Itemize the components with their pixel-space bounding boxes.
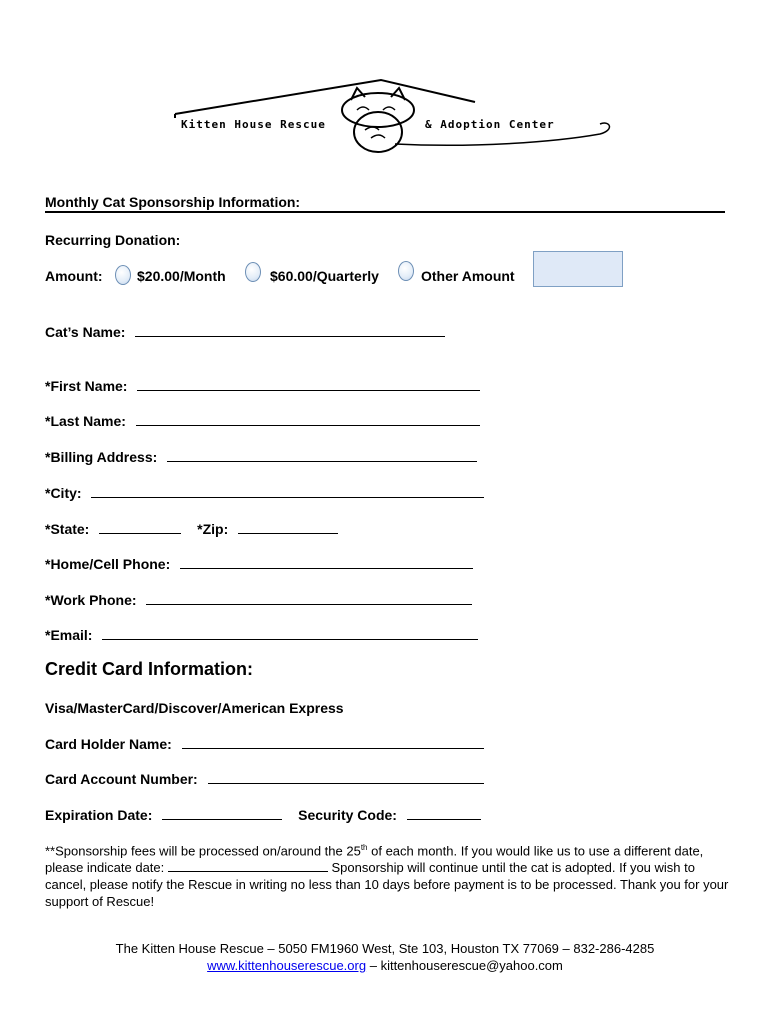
note-part2: of each month. If you would like us to use a different date, please indicate date: [45, 843, 704, 876]
last-name-line[interactable] [136, 411, 480, 426]
radio-monthly[interactable] [115, 265, 131, 285]
last-name-row [45, 411, 480, 429]
billing-address-row [45, 447, 477, 465]
amount-label: Amount: [45, 268, 103, 284]
alternate-date-line[interactable] [168, 859, 328, 872]
footer [0, 940, 770, 974]
work-phone-line[interactable] [146, 590, 472, 605]
credit-card-title: Credit Card Information: [45, 659, 254, 679]
work-phone-label: *Work Phone: [45, 592, 137, 608]
cat-name-line[interactable] [135, 322, 445, 337]
sponsorship-title: Monthly Cat Sponsorship Information: [45, 194, 301, 210]
option-quarterly-label: $60.00/Quarterly [270, 268, 379, 284]
expiration-label: Expiration Date: [45, 807, 153, 823]
state-label: *State: [45, 521, 90, 537]
home-phone-row [45, 554, 473, 572]
email-label: *Email: [45, 627, 93, 643]
security-code-line[interactable] [407, 805, 481, 820]
footer-separator: – [366, 958, 381, 973]
other-amount-input[interactable] [533, 251, 623, 287]
state-line[interactable] [99, 519, 181, 534]
footer-email: kittenhouserescue@yahoo.com [380, 958, 563, 973]
state-zip-row [45, 519, 338, 537]
logo-org-name: Kitten House Rescue [181, 118, 326, 131]
card-holder-line[interactable] [182, 734, 484, 749]
radio-quarterly[interactable] [245, 262, 261, 282]
footer-address: The Kitten House Rescue – 5050 FM1960 West, Ste 103, Houston TX 77069 – 832-286-4285 [115, 941, 655, 956]
radio-other-amount[interactable] [398, 261, 414, 281]
expiration-line[interactable] [162, 805, 282, 820]
home-phone-line[interactable] [180, 554, 473, 569]
work-phone-row [45, 590, 472, 608]
note-part1: **Sponsorship fees will be processed on/around the 25 [45, 843, 361, 859]
email-row [45, 625, 478, 643]
email-line[interactable] [102, 625, 478, 640]
city-row [45, 483, 484, 501]
last-name-label: *Last Name: [45, 413, 126, 429]
note-part3: Sponsorship will continue until the cat is adopted. If you wish to cancel, please notify the Rescue in writing no less than 10 days before payment is to be processed. Thank you for your support of Rescue! [45, 860, 729, 910]
website-link[interactable]: www.kittenhouserescue.org [207, 958, 367, 973]
cat-name-label: Cat’s Name: [45, 324, 126, 340]
card-number-row [45, 769, 484, 787]
card-types: Visa/MasterCard/Discover/American Express [45, 700, 344, 716]
city-line[interactable] [91, 483, 484, 498]
option-other-label: Other Amount [421, 268, 515, 284]
sponsorship-note [45, 839, 735, 910]
logo [95, 52, 675, 192]
logo-org-suffix: & Adoption Center [425, 118, 555, 131]
card-holder-label: Card Holder Name: [45, 736, 172, 752]
first-name-line[interactable] [137, 376, 480, 391]
first-name-label: *First Name: [45, 378, 128, 394]
zip-line[interactable] [238, 519, 338, 534]
credit-card-title-wrap [45, 659, 253, 680]
card-holder-row [45, 734, 484, 752]
option-monthly-label: $20.00/Month [137, 268, 226, 284]
footer-contact [0, 957, 770, 974]
note-superscript: th [360, 843, 368, 852]
zip-label: *Zip: [197, 521, 229, 537]
security-code-label: Security Code: [298, 807, 397, 823]
billing-address-label: *Billing Address: [45, 449, 158, 465]
home-phone-label: *Home/Cell Phone: [45, 556, 171, 572]
cat-name-row [45, 322, 445, 340]
section-divider [45, 211, 725, 213]
card-number-line[interactable] [208, 769, 484, 784]
card-number-label: Card Account Number: [45, 771, 198, 787]
billing-address-line[interactable] [167, 447, 477, 462]
city-label: *City: [45, 485, 82, 501]
first-name-row [45, 376, 480, 394]
recurring-donation-label: Recurring Donation: [45, 232, 181, 248]
expiration-security-row [45, 805, 481, 823]
